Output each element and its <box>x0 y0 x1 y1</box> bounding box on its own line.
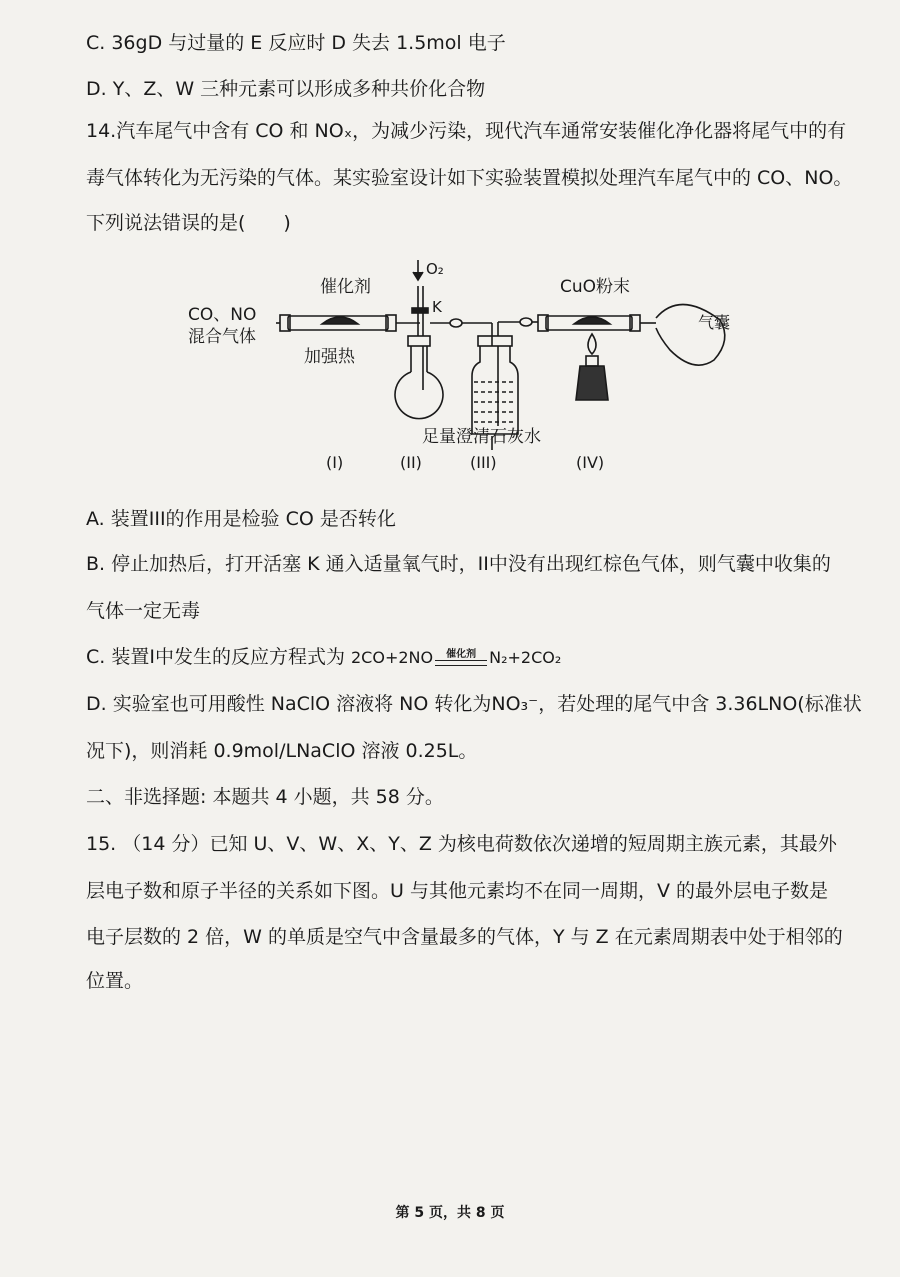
option-d-q14-line2: 况下)，则消耗 0.9mol/LNaClO 溶液 0.25L。 <box>86 740 478 762</box>
apparatus-label-4: (IV) <box>576 453 605 472</box>
apparatus-label-3: (III) <box>470 453 497 472</box>
option-c-q13: C. 36gD 与过量的 E 反应时 D 失去 1.5mol 电子 <box>86 32 506 54</box>
gas-bag-label: 气囊 <box>698 313 731 332</box>
section-two-heading: 二、非选择题: 本题共 4 小题，共 58 分。 <box>86 786 444 808</box>
q15-stem-line4: 位置。 <box>86 970 144 992</box>
option-b-q14-line1: B. 停止加热后，打开活塞 K 通入适量氧气时，II中没有出现红棕色气体，则气囊中收集的 <box>86 553 831 575</box>
equation-products: N₂+2CO₂ <box>489 647 562 667</box>
equation-catalyst: 催化剂 <box>446 648 477 660</box>
page-footer: 第 5 页，共 8 页 <box>395 1205 505 1221</box>
catalyst-label: 催化剂 <box>320 277 371 297</box>
equation-arrow <box>435 650 487 666</box>
q14-stem-line3: 下列说法错误的是( ) <box>86 212 291 234</box>
option-d-q13: D. Y、Z、W 三种元素可以形成多种共价化合物 <box>86 78 486 100</box>
q15-stem-line3: 电子层数的 2 倍，W 的单质是空气中含量最多的气体，Y 与 Z 在元素周期表中处于相邻的 <box>86 926 843 948</box>
equation-reactants: 2CO+2NO <box>351 647 434 667</box>
o2-label: O₂ <box>426 260 444 278</box>
reaction-equation <box>351 645 561 671</box>
apparatus-diagram <box>180 250 740 482</box>
q15-stem-line2: 层电子数和原子半径的关系如下图。U 与其他元素均不在同一周期，V 的最外层电子数是 <box>86 880 828 902</box>
option-c-q14-prefix: C. 装置I中发生的反应方程式为 <box>86 646 345 668</box>
option-c-q14 <box>86 644 561 671</box>
option-d-q14-line1: D. 实验室也可用酸性 NaClO 溶液将 NO 转化为NO₃⁻，若处理的尾气中含 3.36LNO(标准状 <box>86 693 862 715</box>
option-b-q14-line2: 气体一定无毒 <box>86 600 201 622</box>
apparatus-label-2: (II) <box>400 453 422 472</box>
gas-mixture-label-2: 混合气体 <box>188 327 256 347</box>
apparatus-label-1: (I) <box>326 453 344 472</box>
q14-stem-line1: 14.汽车尾气中含有 CO 和 NOₓ，为减少污染，现代汽车通常安装催化净化器将尾气中的有 <box>86 120 847 142</box>
q15-stem-line1: 15. （14 分）已知 U、V、W、X、Y、Z 为核电荷数依次递增的短周期主族元素，其最外 <box>86 833 837 855</box>
heat-label: 加强热 <box>304 347 355 367</box>
gas-mixture-label-1: CO、NO <box>188 305 257 325</box>
q14-stem-line2: 毒气体转化为无污染的气体。某实验室设计如下实验装置模拟处理汽车尾气中的 CO、NO。 <box>86 167 853 189</box>
equation-equal-sign <box>435 660 487 666</box>
cuo-label: CuO粉末 <box>560 277 631 297</box>
stopcock-k-label: K <box>432 298 442 316</box>
limewater-label: 足量澄清石灰水 <box>422 427 541 447</box>
option-a-q14: A. 装置III的作用是检验 CO 是否转化 <box>86 508 396 530</box>
